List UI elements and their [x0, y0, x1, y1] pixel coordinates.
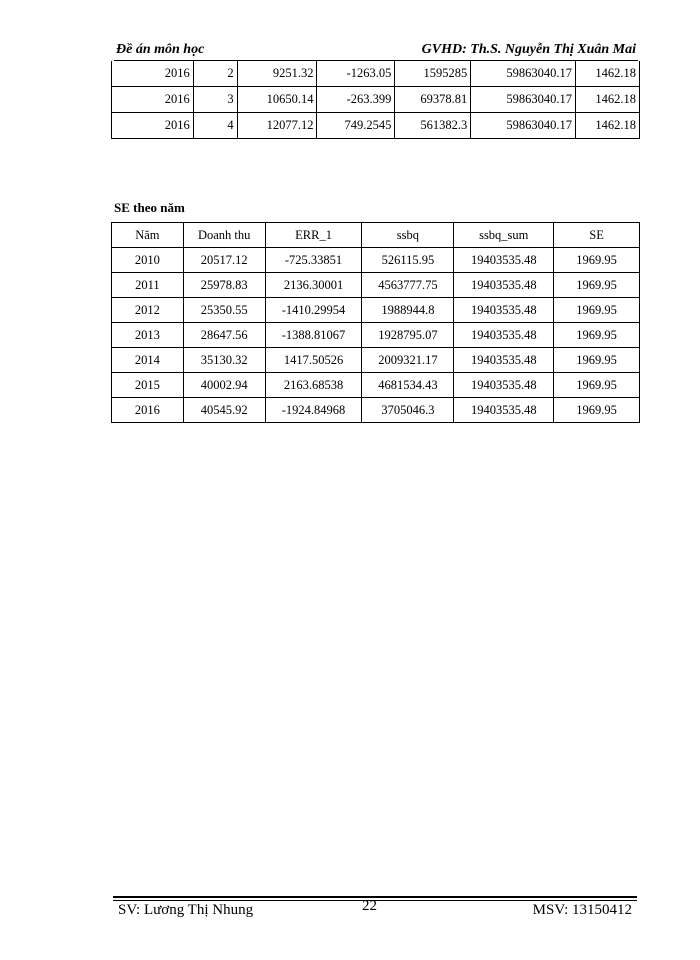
- table-cell: 1969.95: [554, 298, 640, 323]
- table-cell: 2016: [112, 61, 194, 87]
- table-cell: 2136.30001: [265, 273, 362, 298]
- table-cell: 1969.95: [554, 248, 640, 273]
- page-header: [114, 40, 638, 61]
- table-cell: 19403535.48: [454, 348, 554, 373]
- table-cell: 19403535.48: [454, 323, 554, 348]
- table-row: [112, 373, 640, 398]
- table-cell: 1417.50526: [265, 348, 362, 373]
- table-cell: 561382.3: [395, 113, 471, 139]
- table-cell: -725.33851: [265, 248, 362, 273]
- table-cell: 2009321.17: [362, 348, 454, 373]
- table-cell: -263.399: [317, 87, 395, 113]
- table-cell: 4: [193, 113, 237, 139]
- table-cell: 1462.18: [576, 87, 640, 113]
- table-cell: 19403535.48: [454, 373, 554, 398]
- table-cell: -1410.29954: [265, 298, 362, 323]
- section-title: SE theo năm: [114, 200, 185, 215]
- table-cell: 2016: [112, 398, 184, 423]
- header-supervisor: GVHD: Th.S. Nguyễn Thị Xuân Mai: [421, 42, 636, 57]
- table-cell: 59863040.17: [471, 113, 576, 139]
- table-cell: 9251.32: [237, 61, 317, 87]
- table-row: [112, 248, 640, 273]
- table-cell: 1928795.07: [362, 323, 454, 348]
- footer-student-name: SV: Lương Thị Nhung: [118, 902, 254, 918]
- header-course-title: Đề án môn học: [116, 42, 205, 57]
- table-row: [112, 61, 640, 87]
- table-row: [112, 298, 640, 323]
- column-header: ssbq_sum: [454, 223, 554, 248]
- se-by-year-table: [111, 222, 640, 423]
- table-cell: 35130.32: [183, 348, 265, 373]
- table-cell: -1263.05: [317, 61, 395, 87]
- table-cell: 2010: [112, 248, 184, 273]
- table-cell: 25350.55: [183, 298, 265, 323]
- table-cell: 2163.68538: [265, 373, 362, 398]
- table-cell: 2014: [112, 348, 184, 373]
- table-row: [112, 273, 640, 298]
- table-cell: 2015: [112, 373, 184, 398]
- table-cell: 1969.95: [554, 323, 640, 348]
- table-cell: 19403535.48: [454, 248, 554, 273]
- table-cell: 1462.18: [576, 113, 640, 139]
- table-row: [112, 87, 640, 113]
- table-cell: 1595285: [395, 61, 471, 87]
- table-cell: 2: [193, 61, 237, 87]
- table-cell: 12077.12: [237, 113, 317, 139]
- table-cell: 1969.95: [554, 348, 640, 373]
- table-cell: 1969.95: [554, 373, 640, 398]
- table-cell: 19403535.48: [454, 298, 554, 323]
- table-cell: 2013: [112, 323, 184, 348]
- table-cell: 749.2545: [317, 113, 395, 139]
- column-header: Năm: [112, 223, 184, 248]
- table-cell: 19403535.48: [454, 273, 554, 298]
- page-footer: [114, 898, 638, 922]
- table-cell: 4681534.43: [362, 373, 454, 398]
- table-cell: 2016: [112, 87, 194, 113]
- table-row: [112, 113, 640, 139]
- table-cell: -1388.81067: [265, 323, 362, 348]
- column-header: Doanh thu: [183, 223, 265, 248]
- table-cell: 2016: [112, 113, 194, 139]
- continued-data-table: [111, 61, 640, 139]
- table-row: [112, 348, 640, 373]
- table-cell: 19403535.48: [454, 398, 554, 423]
- footer-student-id: MSV: 13150412: [532, 902, 632, 918]
- table-row: [112, 398, 640, 423]
- table-cell: 2012: [112, 298, 184, 323]
- table-cell: -1924.84968: [265, 398, 362, 423]
- table-header-row: [112, 223, 640, 248]
- table-cell: 10650.14: [237, 87, 317, 113]
- table-cell: 40545.92: [183, 398, 265, 423]
- table-cell: 3: [193, 87, 237, 113]
- table-cell: 1969.95: [554, 398, 640, 423]
- table-cell: 59863040.17: [471, 87, 576, 113]
- column-header: ssbq: [362, 223, 454, 248]
- table-cell: 25978.83: [183, 273, 265, 298]
- table-cell: 1988944.8: [362, 298, 454, 323]
- table-cell: 40002.94: [183, 373, 265, 398]
- table-cell: 2011: [112, 273, 184, 298]
- table-cell: 1969.95: [554, 273, 640, 298]
- table-cell: 20517.12: [183, 248, 265, 273]
- column-header: SE: [554, 223, 640, 248]
- table-cell: 526115.95: [362, 248, 454, 273]
- page-number: 22: [362, 898, 377, 914]
- column-header: ERR_1: [265, 223, 362, 248]
- table-cell: 28647.56: [183, 323, 265, 348]
- table-row: [112, 323, 640, 348]
- table-cell: 59863040.17: [471, 61, 576, 87]
- table-cell: 69378.81: [395, 87, 471, 113]
- table-cell: 1462.18: [576, 61, 640, 87]
- table-cell: 3705046.3: [362, 398, 454, 423]
- table-cell: 4563777.75: [362, 273, 454, 298]
